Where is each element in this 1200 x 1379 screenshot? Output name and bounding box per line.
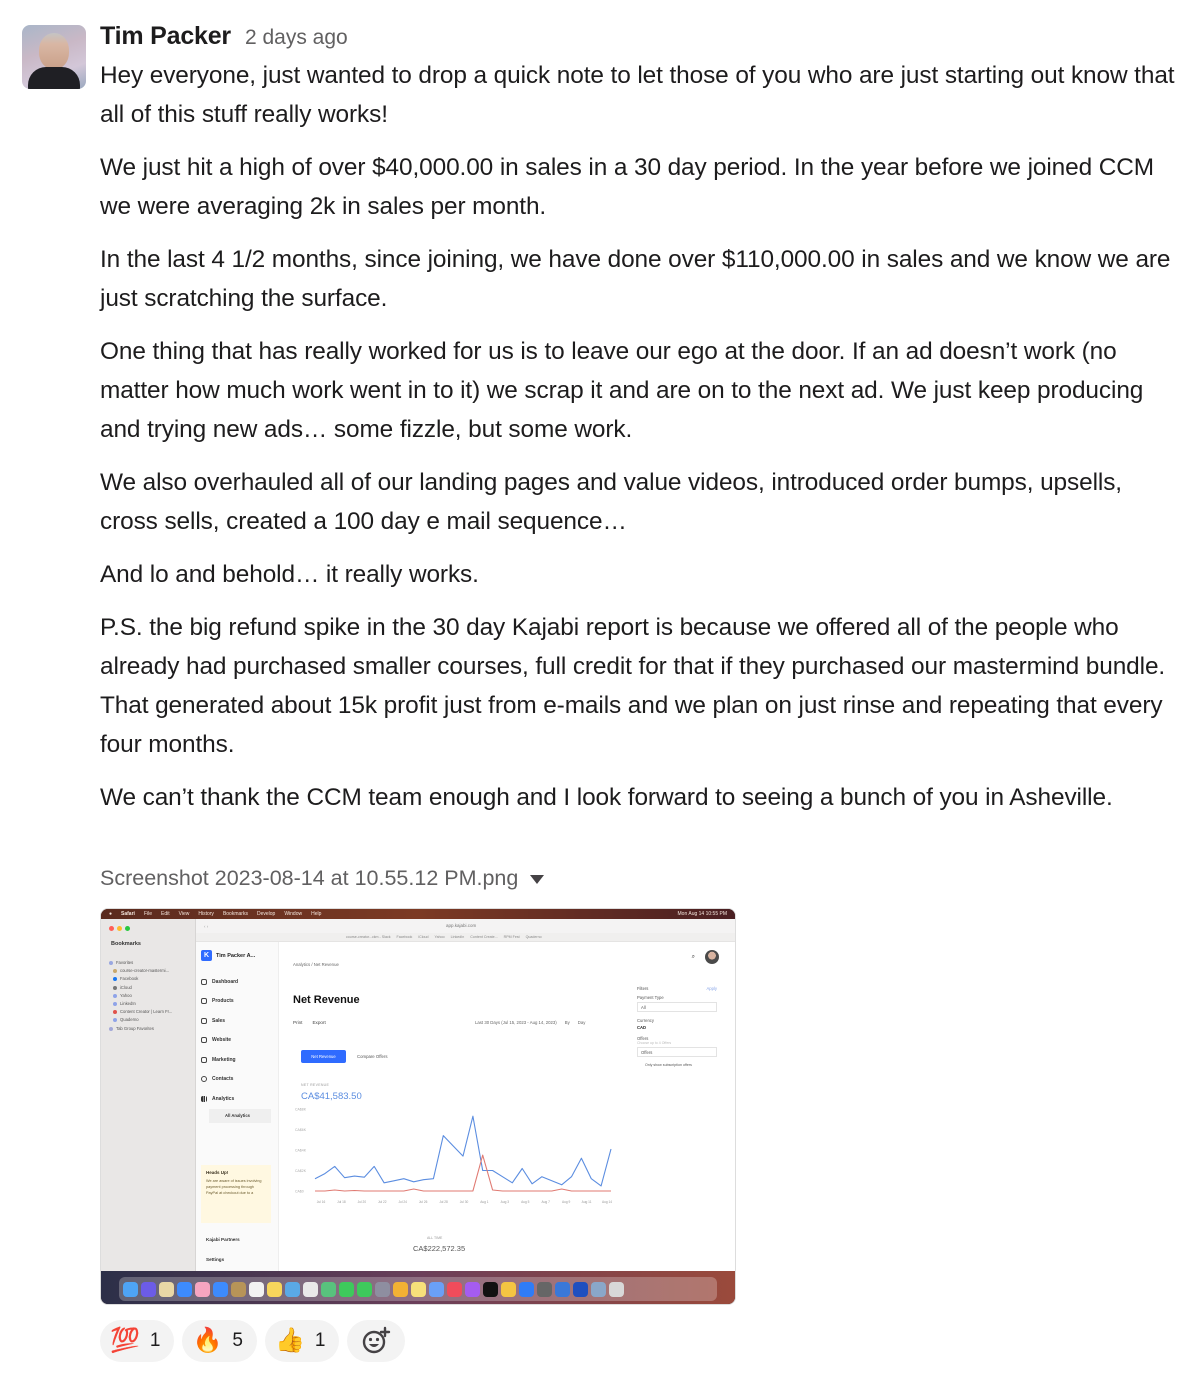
all-time-value: CA$222,572.35: [413, 1244, 466, 1253]
site-icon: [113, 1010, 117, 1014]
menu-item: View: [178, 911, 190, 917]
dock-app-icon: [519, 1282, 534, 1297]
facebook-icon: [113, 977, 117, 981]
currency-label: Currency: [637, 1018, 654, 1023]
add-reaction-button[interactable]: [347, 1320, 405, 1362]
x-tick-label: Jul 22: [378, 1200, 387, 1204]
caret-down-icon[interactable]: [530, 875, 544, 884]
browser-window: [196, 919, 736, 1271]
y-tick-label: CA$4K: [295, 1148, 307, 1153]
kajabi-logo-icon: K: [201, 950, 212, 961]
x-tick-label: Aug 7: [541, 1200, 550, 1204]
favorite-link: RPM Fest: [503, 935, 520, 939]
dock-app-icon: [159, 1282, 174, 1297]
net-revenue-label: NET REVENUE: [301, 1083, 330, 1087]
nav-item: [201, 992, 271, 1012]
x-tick-label: Jul 26: [418, 1200, 428, 1204]
fire-icon: 🔥: [192, 1327, 223, 1354]
close-dot-icon: [109, 926, 114, 931]
x-tick-label: Jul 30: [459, 1200, 469, 1204]
x-tick-label: Aug 1: [480, 1200, 489, 1204]
report-actions: [293, 1020, 326, 1025]
bookmark-label: Quaderno: [120, 1017, 139, 1023]
menu-item: Edit: [161, 911, 170, 917]
reaction-fire[interactable]: [182, 1320, 256, 1362]
heads-up-text: We are aware of issues involving payment processing through PayPal at checkout due to a: [206, 1179, 262, 1195]
net-revenue-chart: [293, 1103, 623, 1208]
all-time-label: ALL TIME: [427, 1236, 443, 1240]
mac-dock: [101, 1271, 736, 1305]
dock-app-icon: [429, 1282, 444, 1297]
menu-item: Develop: [256, 911, 276, 917]
dock-app-icon: [285, 1282, 300, 1297]
avatar-shirt: [28, 67, 80, 89]
dock-app-icon: [501, 1282, 516, 1297]
bookmark-label: LinkedIn: [120, 1001, 136, 1007]
bookmark-item: [109, 967, 172, 975]
tab-net-revenue: Net Revenue: [301, 1050, 346, 1063]
bookmark-label: Content Creator | Learn Fr...: [120, 1009, 173, 1015]
apple-icon: [113, 986, 117, 990]
x-tick-label: Jul 28: [439, 1200, 448, 1204]
dock-app-icon: [303, 1282, 318, 1297]
payment-type-label: Payment Type: [637, 995, 664, 1000]
search-icon: ⌕: [691, 953, 695, 960]
series-line-refunds: [315, 1155, 611, 1191]
message-paragraph: Hey everyone, just wanted to drop a quick note to let those of you who are just starting out know that all of this stuff really works!: [100, 62, 1175, 128]
menu-item: Bookmarks: [222, 911, 248, 917]
dock-app-icon: [231, 1282, 246, 1297]
nav-label: Dashboard: [212, 978, 239, 985]
message-paragraph: We also overhauled all of our landing pages and value videos, introduced order bumps, upsells, cross sells, created a 100 day e mail sequence…: [100, 469, 1122, 535]
filters-panel: [637, 986, 717, 1067]
series-line-net-revenue: [315, 1116, 611, 1186]
nav-label: Analytics: [212, 1095, 235, 1102]
page-title: Net Revenue: [293, 994, 360, 1006]
browser-toolbar: [196, 919, 736, 933]
favorites-bar: [196, 933, 736, 942]
bookmarks-list: [109, 959, 172, 1033]
avatar-face: [39, 33, 69, 69]
dock-app-icon: [195, 1282, 210, 1297]
dock-app-icon: [267, 1282, 282, 1297]
attachment-file-name[interactable]: Screenshot 2023-08-14 at 10.55.12 PM.png: [100, 866, 519, 890]
favorite-link: LinkedIn: [450, 935, 465, 939]
bookmark-item: [109, 1025, 172, 1033]
message-header: [100, 22, 1185, 56]
breadcrumb: Analytics / Net Revenue: [293, 962, 339, 967]
kajabi-site-switcher: [201, 950, 255, 961]
bookmark-item: [109, 1008, 172, 1016]
safari-bookmarks-sidebar: [101, 919, 196, 1271]
x-tick-label: Aug 3: [500, 1200, 510, 1204]
x-tick-label: Aug 5: [521, 1200, 530, 1204]
nav-item: [201, 1089, 271, 1109]
filters-header: [637, 986, 717, 991]
y-tick-label: CA$0: [295, 1189, 304, 1194]
tab-group-icon: [109, 1027, 113, 1031]
reactions-bar: [100, 1320, 405, 1362]
bookmark-item: [109, 1000, 172, 1008]
y-tick-label: CA$8K: [295, 1107, 307, 1112]
dock-app-icon: [573, 1282, 588, 1297]
nav-item: [201, 1031, 271, 1051]
y-tick-label: CA$2K: [295, 1169, 307, 1173]
dock-app-icon: [141, 1282, 156, 1297]
attachment-header: [100, 866, 544, 891]
url-bar: app.kajabi.com: [446, 923, 477, 928]
favorite-link: Quaderno: [525, 935, 542, 939]
message: [100, 22, 1185, 831]
dock-app-icon: [321, 1282, 336, 1297]
x-tick-label: Jul 18: [337, 1200, 346, 1204]
nav-label: Marketing: [212, 1056, 236, 1063]
dock-app-icon: [357, 1282, 372, 1297]
nav-label: Kajabi Partners: [206, 1237, 240, 1243]
window-traffic-lights: [109, 926, 130, 931]
dock-app-icon: [483, 1282, 498, 1297]
message-paragraph: We can’t thank the CCM team enough and I look forward to seeing a bunch of you in Asheville.: [100, 784, 1113, 811]
payment-type-select: All: [637, 1002, 717, 1012]
print-button: Print: [293, 1020, 303, 1025]
bookmark-item: [109, 1016, 172, 1024]
kajabi-top-icons: [692, 950, 719, 964]
bookmark-label: Facebook: [120, 976, 139, 982]
favorite-link: course-creator...ckm - Slack: [346, 935, 391, 939]
bookmarks-title: Bookmarks: [111, 941, 141, 947]
message-paragraph: One thing that has really worked for us is to leave our ego at the door. If an ad doesn’t work (no matter how much work went in to it) we scrap it and are on to the next ad. We just keep producing and trying new ads… some fizzle, but some work.: [100, 338, 1144, 443]
apple-icon: ●: [109, 911, 113, 917]
nav-label: Contacts: [212, 1076, 234, 1083]
favorite-link: Content Create...: [470, 935, 498, 939]
reaction-hundred-points[interactable]: [100, 1320, 174, 1362]
minimize-dot-icon: [117, 926, 122, 931]
favorite-link: iCloud: [418, 935, 429, 939]
x-tick-label: Jul 20: [357, 1200, 367, 1204]
date-range: [475, 1020, 585, 1025]
favorite-link: Yahoo: [434, 935, 445, 939]
hundred-points-icon: 💯: [110, 1327, 140, 1354]
attachment-image[interactable]: [100, 908, 736, 1305]
nav-item: [201, 1230, 243, 1250]
dock-app-icon: [123, 1282, 138, 1297]
home-icon: [201, 979, 207, 985]
reaction-count: 1: [314, 1330, 326, 1351]
nav-item: [201, 1070, 271, 1090]
export-button: Export: [312, 1020, 326, 1025]
site-name: Tim Packer A...: [216, 952, 256, 959]
mac-menubar: [101, 909, 735, 919]
offers-hint: Choose up to 4 Offers: [637, 1041, 672, 1045]
bookmark-label: Tab Group Favorites: [116, 1025, 154, 1031]
bookmark-label: iCloud: [120, 984, 132, 990]
kajabi-main: [279, 942, 736, 1271]
bookmark-item: [109, 984, 172, 992]
menu-item: Help: [311, 911, 322, 917]
bookmark-item: [109, 975, 172, 983]
site-icon: [113, 969, 117, 973]
back-icon: ‹ ›: [204, 923, 209, 929]
x-tick-label: Aug 14: [601, 1200, 613, 1204]
x-tick-label: Jul 24: [398, 1200, 407, 1204]
net-revenue-value: CA$41,583.50: [301, 1091, 362, 1102]
offers-select: Offers: [637, 1047, 717, 1057]
by-label: By: [564, 1020, 570, 1025]
interval-select: Day: [577, 1020, 586, 1025]
nav-item: [201, 1050, 271, 1070]
nav-item: [201, 1011, 271, 1031]
site-icon: [113, 1002, 117, 1006]
y-tick-label: CA$6K: [295, 1128, 307, 1132]
zoom-dot-icon: [125, 926, 130, 931]
dock-app-icon: [609, 1282, 624, 1297]
date-range-select: Last 30 Days (Jul 15, 2023 - Aug 14, 2023): [475, 1020, 557, 1025]
menu-item: History: [198, 911, 214, 917]
nav-subitem-all-analytics: All Analytics: [209, 1109, 271, 1123]
dock-app-icon: [375, 1282, 390, 1297]
dock-app-icon: [591, 1282, 606, 1297]
dock-app-icon: [555, 1282, 570, 1297]
contacts-icon: [201, 1076, 207, 1082]
bookmark-label: Favorites: [116, 960, 134, 965]
menu-item: Safari: [121, 911, 135, 917]
reaction-thumbs-up[interactable]: [265, 1320, 339, 1362]
message-timestamp[interactable]: 2 days ago: [244, 26, 348, 49]
heads-up-title: Heads Up!: [206, 1170, 229, 1175]
menu-item: File: [143, 911, 152, 917]
message-paragraph: And lo and behold… it really works.: [100, 561, 479, 588]
tag-icon: [201, 1018, 207, 1024]
message-body: [100, 56, 1185, 817]
message-paragraph: We just hit a high of over $40,000.00 in sales in a 30 day period. In the year before we joined CCM we were averaging 2k in sales per month.: [100, 154, 1154, 220]
author-avatar[interactable]: [22, 25, 86, 89]
x-tick-label: Aug 11: [581, 1200, 592, 1204]
dock-app-icon: [393, 1282, 408, 1297]
message-paragraph: P.S. the big refund spike in the 30 day Kajabi report is because we offered all of the people who already had purchased smaller courses, full credit for that if they purchased our mastermind bundle. That generated about 15k profit just from e-mails and we plan on just rinse and repeating that every four months.: [100, 614, 1166, 758]
kajabi-nav: [201, 972, 271, 1123]
site-icon: [113, 1018, 117, 1022]
bookmark-item: [109, 959, 172, 967]
dock-app-icon: [465, 1282, 480, 1297]
nav-label: Settings: [206, 1256, 225, 1262]
monitor-icon: [201, 1037, 207, 1043]
menubar-clock: Mon Aug 14 10:55 PM: [677, 911, 727, 917]
reaction-count: 5: [232, 1330, 243, 1351]
bookmark-item: [109, 992, 172, 1000]
dock-app-icon: [447, 1282, 462, 1297]
box-icon: [201, 998, 207, 1004]
nav-label: Products: [212, 998, 234, 1005]
kajabi-sidebar: [196, 942, 279, 1271]
user-avatar: [705, 950, 719, 964]
x-tick-label: Jul 16: [316, 1200, 326, 1204]
bookmark-label: Yahoo: [120, 992, 132, 998]
author-name[interactable]: Tim Packer: [100, 22, 231, 50]
dock-app-icon: [213, 1282, 228, 1297]
nav-label: Sales: [212, 1017, 226, 1024]
add-emoji-icon: [361, 1326, 391, 1356]
dock-app-icon: [537, 1282, 552, 1297]
currency-value: CAD: [637, 1025, 647, 1030]
site-icon: [113, 994, 117, 998]
dock-app-icon: [249, 1282, 264, 1297]
dock-icons: [119, 1277, 717, 1301]
x-tick-label: Aug 9: [561, 1200, 571, 1204]
offers-label: Offers: [637, 1036, 649, 1041]
favorite-link: Facebook: [396, 935, 413, 939]
megaphone-icon: [201, 1057, 207, 1063]
bookmark-label: course-creator-mastermi...: [120, 968, 170, 974]
tab-compare-offers: Compare Offers: [357, 1054, 388, 1059]
reaction-count: 1: [149, 1330, 161, 1351]
nav-item: [201, 1250, 243, 1270]
dock-app-icon: [339, 1282, 354, 1297]
subscription-only-checkbox: Only show subscription offers: [645, 1063, 692, 1067]
bar-chart-icon: [201, 1096, 207, 1102]
filters-title: Filters: [637, 986, 649, 991]
heads-up-notice: [201, 1165, 271, 1223]
thumbs-up-icon: 👍: [274, 1327, 305, 1354]
nav-label: Website: [212, 1037, 232, 1044]
star-icon: [109, 961, 113, 965]
menu-item: Window: [284, 911, 303, 917]
nav-item: [201, 972, 271, 992]
message-paragraph: In the last 4 1/2 months, since joining, we have done over $110,000.00 in sales and we know we are just scratching the surface.: [100, 246, 1171, 312]
apply-filters-link: Apply: [706, 986, 717, 991]
dock-app-icon: [177, 1282, 192, 1297]
dock-app-icon: [411, 1282, 426, 1297]
